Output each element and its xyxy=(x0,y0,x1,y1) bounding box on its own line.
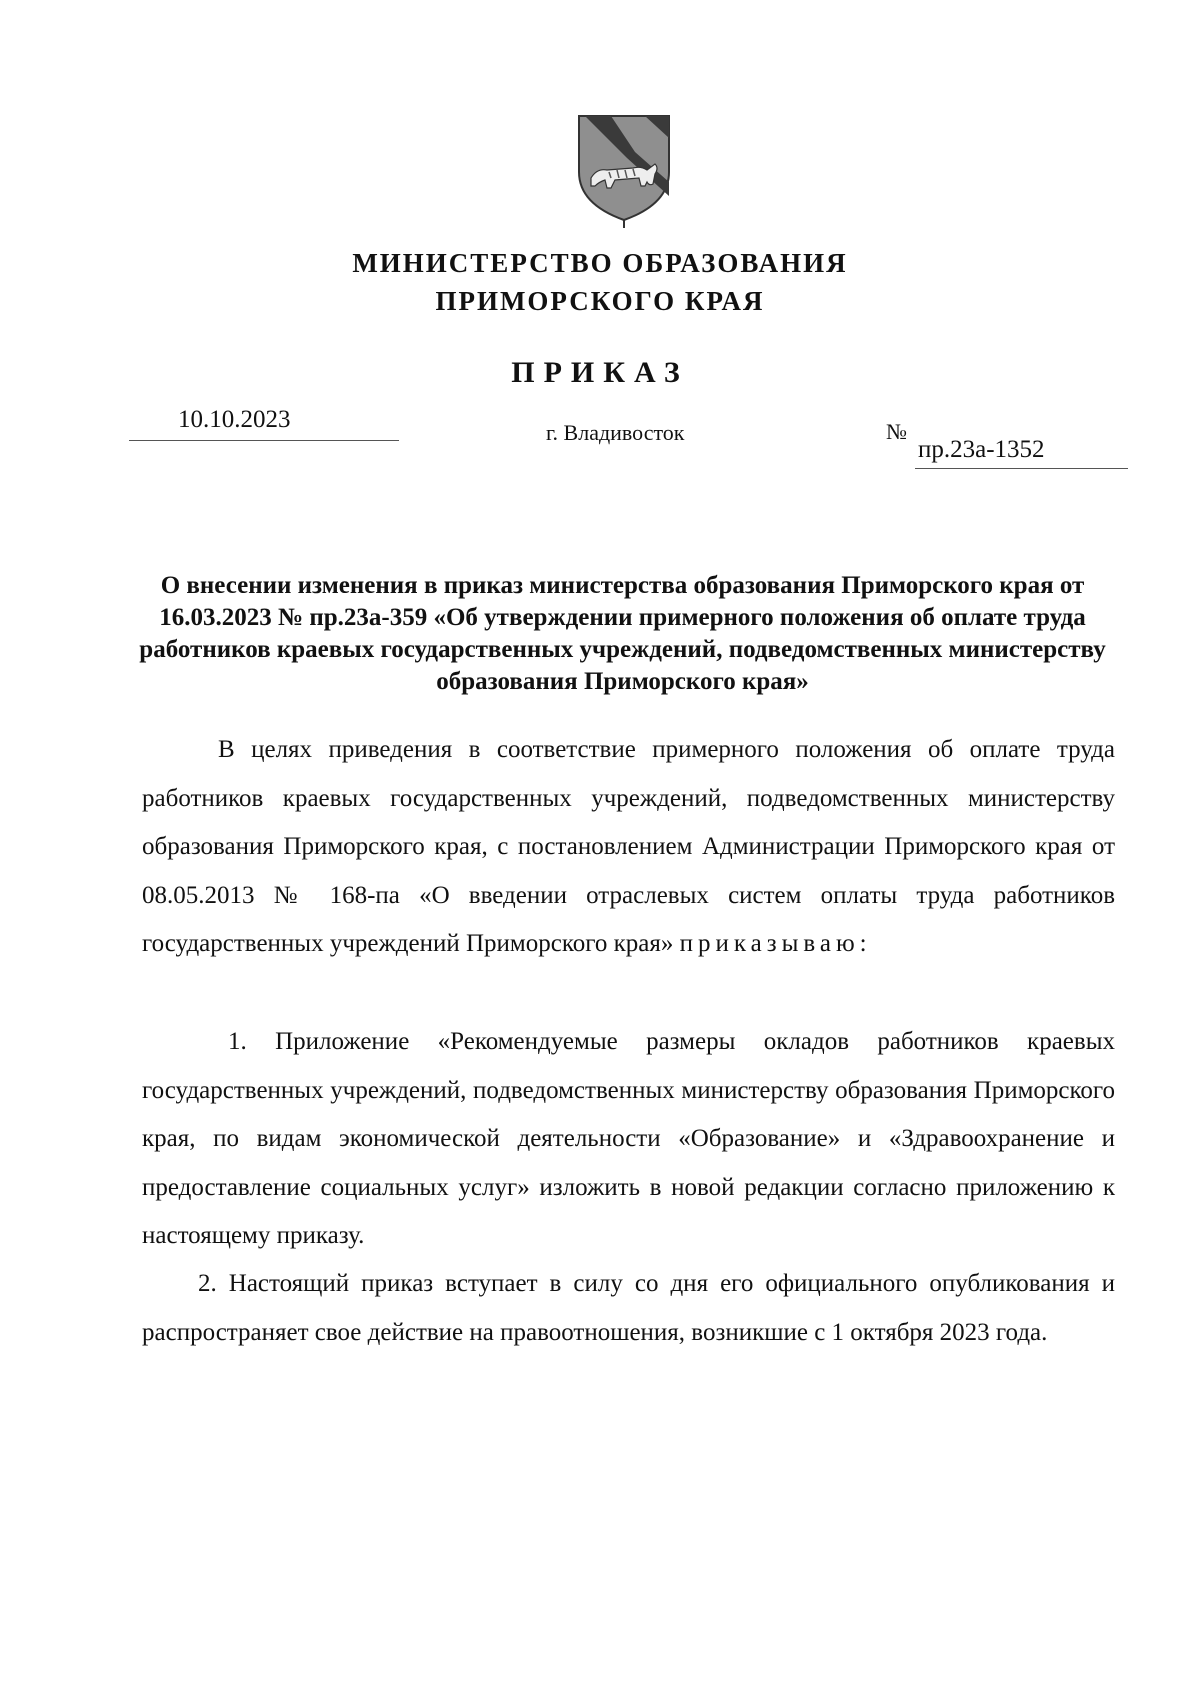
coat-of-arms-tiger-icon xyxy=(575,112,673,228)
preamble-text: В целях приведения в соответствие примерного положения об оплате труда работников краевых государственных учреждений, подведомственных министерству образования Приморского края, с постановлением Администрации Приморского края от 08.05.2013 № 168-па «О введении отраслевых систем оплаты труда работников государственных учреждений Приморского края» xyxy=(142,736,1115,957)
order-number: пр.23а-1352 xyxy=(918,436,1045,463)
order-title: О внесении изменения в приказ министерства образования Приморского края от 16.03.2023 № пр.23а-359 «Об утверждении примерного положения об оплате труда работников краевых государственных учреждений, подведомственных министерству образования Приморского края» xyxy=(139,572,1106,695)
date-underline xyxy=(129,440,399,441)
ministry-name-line-2: ПРИМОРСКОГО КРАЯ xyxy=(435,286,765,316)
preamble-paragraph xyxy=(142,726,1115,969)
item-2-paragraph xyxy=(142,1260,1115,1357)
document-type-heading: ПРИКАЗ xyxy=(511,356,689,389)
ministry-name-line-1: МИНИСТЕРСТВО ОБРАЗОВАНИЯ xyxy=(352,248,848,278)
item-1-text: 1. Приложение «Рекомендуемые размеры окладов работников краевых государственных учреждений, подведомственных министерству образования Приморского края, по видам экономической деятельности «Образование» и «Здравоохранение и предоставление социальных услуг» изложить в новой редакции согласно приложению к настоящему приказу. xyxy=(142,1028,1115,1249)
item-2-text: 2. Настоящий приказ вступает в силу со дня его официального опубликования и распространяет свое действие на правоотношения, возникшие с 1 октября 2023 года. xyxy=(142,1270,1115,1346)
order-date: 10.10.2023 xyxy=(178,406,291,433)
number-underline xyxy=(915,468,1128,469)
preamble-order-word: приказываю: xyxy=(679,930,872,957)
order-city: г. Владивосток xyxy=(546,420,685,445)
order-number-label: № xyxy=(886,419,907,444)
item-1-paragraph xyxy=(142,1018,1115,1261)
